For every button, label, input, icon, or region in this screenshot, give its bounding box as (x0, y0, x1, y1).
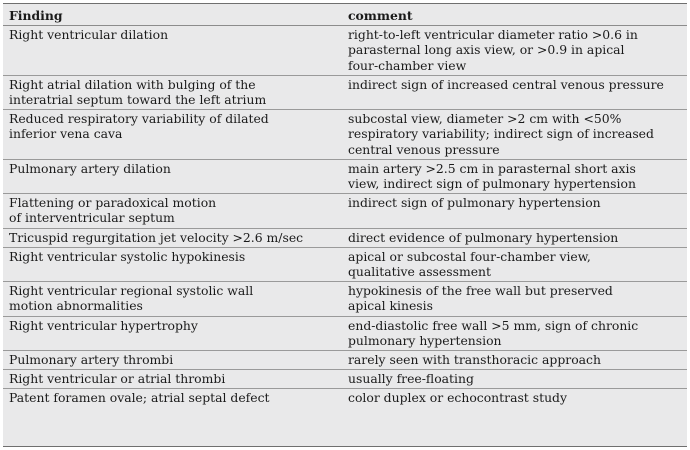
finding-cell-line: Reduced respiratory variability of dilated (9, 111, 269, 127)
comment-cell-line: apical kinesis (348, 298, 433, 314)
finding-cell (3, 370, 342, 389)
finding-cell-line: Right ventricular or atrial thrombi (9, 371, 226, 387)
finding-cell-line: Right ventricular systolic hypokinesis (9, 248, 246, 264)
table-row (3, 316, 687, 350)
header-finding: Finding (3, 4, 342, 26)
finding-cell-line: Pulmonary artery dilation (9, 160, 171, 176)
comment-cell-line: main artery >2.5 cm in parasternal short axis (348, 160, 636, 176)
comment-cell (342, 282, 687, 316)
finding-cell-line: of interventricular septum (9, 210, 175, 226)
comment-cell-line: usually free-floating (348, 371, 474, 387)
comment-cell-line: pulmonary hypertension (348, 332, 502, 348)
finding-cell (3, 228, 342, 247)
comment-cell (342, 26, 687, 76)
comment-cell-line: subcostal view, diameter >2 cm with <50% (348, 111, 622, 127)
finding-cell (3, 247, 342, 281)
findings-table (3, 4, 687, 408)
finding-cell-line: Right ventricular dilation (9, 27, 169, 43)
finding-cell (3, 316, 342, 350)
finding-cell (3, 389, 342, 408)
comment-cell (342, 389, 687, 408)
table-row (3, 194, 687, 228)
comment-cell (342, 370, 687, 389)
comment-cell (342, 110, 687, 160)
table-row (3, 389, 687, 408)
comment-cell (342, 351, 687, 370)
finding-cell-line: Tricuspid regurgitation jet velocity >2.6 m/sec (9, 229, 304, 245)
table-row (3, 110, 687, 160)
finding-cell-line: interatrial septum toward the left atrium (9, 92, 267, 108)
finding-cell-line: Right ventricular hypertrophy (9, 317, 198, 333)
comment-cell-line: direct evidence of pulmonary hypertension (348, 229, 619, 245)
finding-cell-line: Right ventricular regional systolic wall (9, 283, 254, 299)
header-comment: comment (342, 4, 687, 26)
table-row (3, 26, 687, 76)
comment-cell (342, 75, 687, 109)
comment-cell (342, 247, 687, 281)
finding-cell (3, 75, 342, 109)
comment-cell-line: apical or subcostal four-chamber view, (348, 248, 591, 264)
findings-table-panel (3, 3, 687, 447)
comment-cell-line: central venous pressure (348, 141, 500, 157)
finding-cell (3, 110, 342, 160)
comment-cell-line: indirect sign of pulmonary hypertension (348, 195, 601, 211)
comment-cell-line: respiratory variability; indirect sign of increased (348, 126, 654, 142)
finding-cell (3, 351, 342, 370)
comment-cell-line: four-chamber view (348, 57, 467, 73)
finding-cell-line: motion abnormalities (9, 298, 143, 314)
finding-cell (3, 194, 342, 228)
table-row (3, 282, 687, 316)
finding-cell-line: Right atrial dilation with bulging of the (9, 76, 256, 92)
finding-cell (3, 282, 342, 316)
comment-cell-line: view, indirect sign of pulmonary hypertension (348, 176, 636, 192)
finding-cell (3, 159, 342, 193)
finding-cell-line: Pulmonary artery thrombi (9, 352, 174, 368)
table-body (3, 26, 687, 408)
comment-cell-line: right-to-left ventricular diameter ratio >0.6 in (348, 27, 638, 43)
comment-cell (342, 194, 687, 228)
comment-cell-line: qualitative assessment (348, 264, 492, 280)
finding-cell (3, 26, 342, 76)
comment-cell (342, 228, 687, 247)
comment-cell (342, 159, 687, 193)
table-row (3, 247, 687, 281)
comment-cell-line: color duplex or echocontrast study (348, 390, 567, 406)
comment-cell-line: indirect sign of increased central venous pressure (348, 76, 664, 92)
comment-cell-line: rarely seen with transthoracic approach (348, 352, 601, 368)
table-row (3, 75, 687, 109)
table-row (3, 370, 687, 389)
finding-cell-line: inferior vena cava (9, 126, 123, 142)
table-row (3, 159, 687, 193)
comment-cell-line: end-diastolic free wall >5 mm, sign of chronic (348, 317, 639, 333)
finding-cell-line: Flattening or paradoxical motion (9, 195, 217, 211)
finding-cell-line: Patent foramen ovale; atrial septal defect (9, 390, 270, 406)
comment-cell-line: hypokinesis of the free wall but preserved (348, 283, 613, 299)
table-header-row (3, 4, 687, 26)
comment-cell (342, 316, 687, 350)
table-row (3, 228, 687, 247)
table-row (3, 351, 687, 370)
comment-cell-line: parasternal long axis view, or >0.9 in apical (348, 42, 625, 58)
